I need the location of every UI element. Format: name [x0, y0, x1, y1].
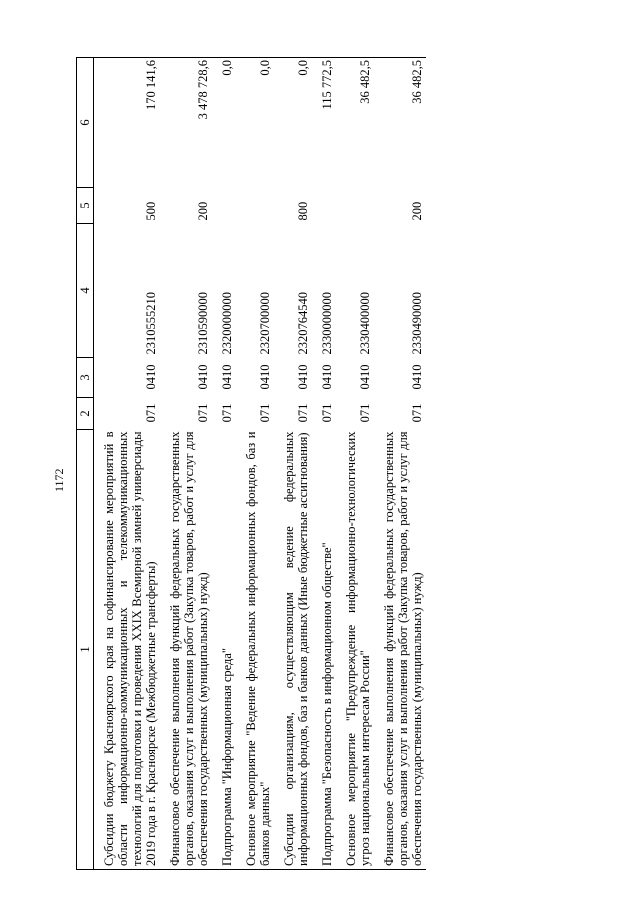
section-code: 0410 [220, 364, 234, 390]
expense-type-code: 800 [296, 201, 310, 221]
row-name: Подпрограмма "Безопасность в информационном обществе" [312, 430, 336, 870]
ministry-code: 071 [220, 403, 234, 423]
target-article-code: 2330000000 [320, 292, 334, 355]
table-row [374, 58, 426, 870]
amount: 115 772,5 [312, 58, 336, 188]
row-name: Основное мероприятие "Предупреждение информационно-технологических угроз национальным интересам России" [336, 430, 374, 870]
page-number: 1172 [52, 468, 66, 492]
ministry-code: 071 [358, 403, 372, 423]
table-row [160, 58, 212, 870]
ministry-code: 071 [144, 403, 158, 423]
table-row [312, 58, 336, 870]
target-article-code: 2320000000 [220, 292, 234, 355]
table-row [94, 58, 161, 870]
row-name: Финансовое обеспечение выполнения функций федеральных государственных органов, оказания услуг и выполнения работ (Закупка товаров, работ и услуг для обеспечения государственных (муниципальных) нужд) [374, 430, 426, 870]
ministry-code: 071 [320, 403, 334, 423]
expense-type-code [336, 188, 374, 224]
target-article-code: 2330490000 [410, 292, 424, 355]
section-code: 0410 [410, 364, 424, 390]
column-header: 3 [77, 358, 94, 398]
expense-type-code: 200 [196, 201, 210, 221]
row-name: Субсидии бюджету Красноярского края на софинансирование мероприятий в области информационно-коммуникационных и телекоммуникационных технологий для подготовки и проведения XXIX Всемирной зимней универсиады 2019 года в г. Красноярске (Межбюджетные трансферты) [94, 430, 161, 870]
ministry-code: 071 [410, 403, 424, 423]
amount: 36 482,5 [374, 58, 426, 188]
amount: 0,0 [212, 58, 236, 188]
rotated-page [52, 40, 612, 870]
target-article-code: 2320700000 [258, 292, 272, 355]
row-name: Финансовое обеспечение выполнения функций федеральных государственных органов, оказания услуг и выполнения работ (Закупка товаров, работ и услуг для обеспечения государственных (муниципальных) нужд) [160, 430, 212, 870]
amount: 170 141,6 [94, 58, 161, 188]
column-header: 6 [77, 58, 94, 188]
expense-type-code [212, 188, 236, 224]
expense-type-code [312, 188, 336, 224]
header-row [77, 58, 94, 870]
amount: 36 482,5 [336, 58, 374, 188]
table-row [236, 58, 274, 870]
expense-type-code: 200 [410, 201, 424, 221]
ministry-code: 071 [196, 403, 210, 423]
section-code: 0410 [258, 364, 272, 390]
column-header: 2 [77, 398, 94, 430]
row-name: Подпрограмма "Информационная среда" [212, 430, 236, 870]
target-article-code: 2310555210 [144, 292, 158, 355]
section-code: 0410 [144, 364, 158, 390]
section-code: 0410 [320, 364, 334, 390]
table-row [212, 58, 236, 870]
column-header: 4 [77, 224, 94, 358]
ministry-code: 071 [296, 403, 310, 423]
amount: 0,0 [236, 58, 274, 188]
budget-table [76, 57, 426, 870]
expense-type-code [236, 188, 274, 224]
column-header: 1 [77, 430, 94, 870]
table-row [336, 58, 374, 870]
amount: 3 478 728,6 [160, 58, 212, 188]
target-article-code: 2310590000 [196, 292, 210, 355]
target-article-code: 2330400000 [358, 292, 372, 355]
ministry-code: 071 [258, 403, 272, 423]
expense-type-code: 500 [144, 201, 158, 221]
row-name: Субсидии организациям, осуществляющим ведение федеральных информационных фондов, баз и банков данных (Иные бюджетные ассигнования) [274, 430, 312, 870]
section-code: 0410 [196, 364, 210, 390]
section-code: 0410 [296, 364, 310, 390]
target-article-code: 2320764540 [296, 292, 310, 355]
row-name: Основное мероприятие "Ведение федеральных информационных фондов, баз и банков данных" [236, 430, 274, 870]
amount: 0,0 [274, 58, 312, 188]
table-row [274, 58, 312, 870]
section-code: 0410 [358, 364, 372, 390]
column-header: 5 [77, 188, 94, 224]
